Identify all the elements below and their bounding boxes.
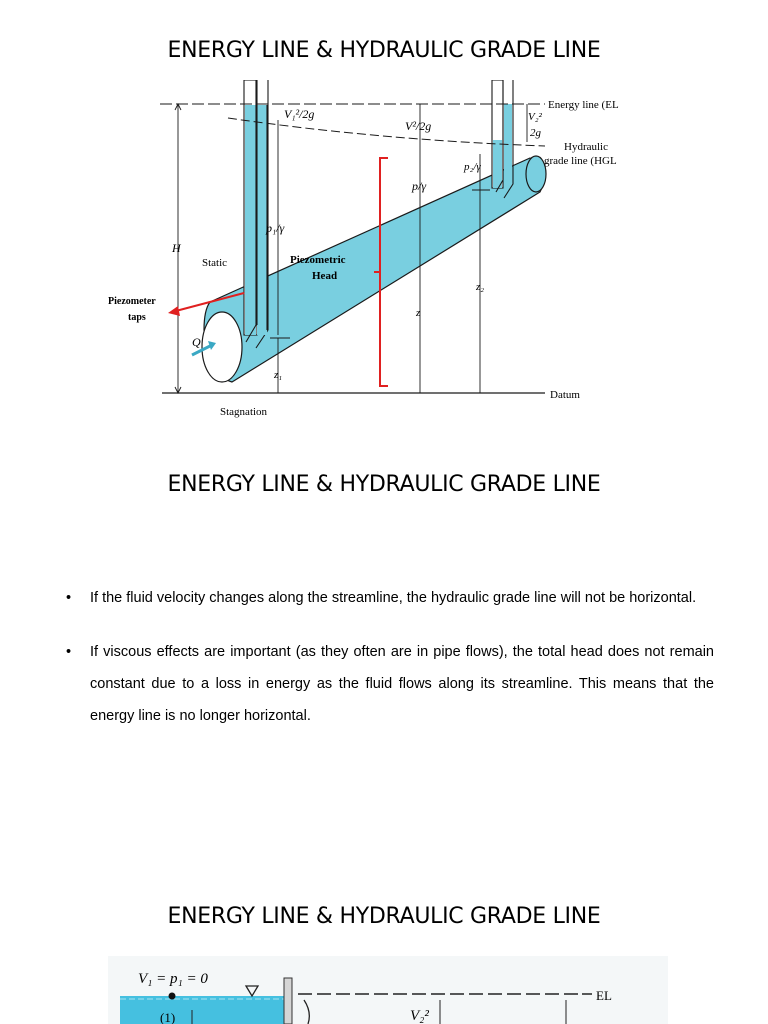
- piezometric-label-2: Head: [312, 270, 338, 282]
- p1-gamma-label: p₁/γ: [266, 221, 285, 235]
- z-label: z: [416, 307, 421, 319]
- v2-den-label: 2g: [530, 127, 541, 139]
- z1-label: z₁: [274, 369, 283, 381]
- bullet-item: • If the fluid velocity changes along the streamline, the hydraulic grade line will not be horizontal.: [66, 590, 697, 606]
- piezometric-label-1: Piezometric: [290, 254, 346, 266]
- Q-label: Q: [192, 335, 201, 349]
- hgl-label-1: Hydraulic: [564, 141, 608, 153]
- piezometer-taps-label-1: Piezometer: [108, 296, 156, 307]
- slide1-title: ENERGY LINE & HYDRAULIC GRADE LINE: [167, 38, 601, 63]
- z2-label: z₂: [476, 281, 485, 293]
- hgl-label-2: grade line (HGL: [544, 155, 617, 167]
- energy-line-figure: [100, 80, 660, 425]
- condition-label: V₁ = p₁ = 0: [138, 971, 208, 987]
- v-head-label: V²/2g: [405, 119, 432, 133]
- v1-head-label: V₁²/2g: [284, 107, 315, 121]
- slide2-title: ENERGY LINE & HYDRAULIC GRADE LINE: [167, 472, 601, 497]
- v2-num-label: V₂²: [528, 111, 542, 123]
- stagnation-label: Stagnation: [220, 406, 268, 418]
- slide3-title: ENERGY LINE & HYDRAULIC GRADE LINE: [167, 904, 601, 929]
- point1-label: (1): [160, 1010, 176, 1024]
- piezometer-taps-label-2: taps: [128, 312, 146, 323]
- bullet-item: • If viscous effects are important (as they often are in pipe flows), the total head does not remain constant due to a loss in energy as the fluid flows along its streamline. This means that the energy line is no longer horizontal.: [66, 644, 714, 724]
- static-label: Static: [202, 257, 228, 269]
- datum-label: Datum: [550, 389, 580, 401]
- v2-label: V₂²: [410, 1008, 429, 1024]
- p2-gamma-label: p₂/γ: [464, 161, 481, 173]
- p-gamma-label: p/γ: [412, 179, 427, 193]
- energy-line-label: Energy line (EL: [548, 99, 619, 111]
- el-label: EL: [596, 988, 612, 1003]
- H-label: H: [172, 241, 181, 255]
- bullet-list: [66, 582, 714, 754]
- pipe-outlet: [526, 156, 546, 192]
- reservoir-figure: [108, 956, 668, 1024]
